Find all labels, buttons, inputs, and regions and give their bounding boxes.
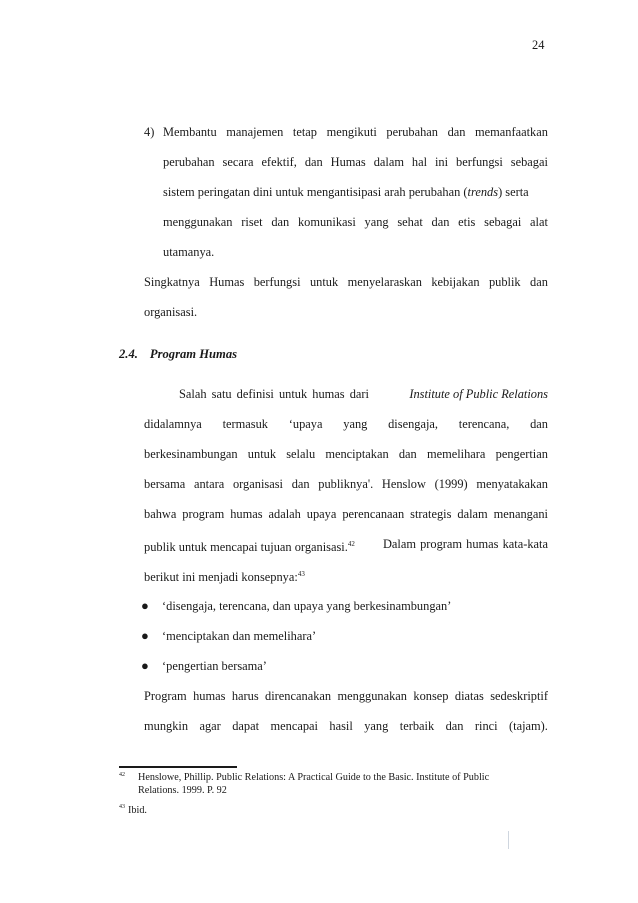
summary-line-1: Singkatnya Humas berfungsi untuk menyelaraskan kebijakan publik dan — [144, 275, 548, 289]
footnote-ref-42: 42 — [347, 540, 355, 548]
body-line-2: didalamnya termasuk ‘upaya yang disengaja, terencana, dan — [144, 417, 548, 431]
body-line-1: Salah satu definisi untuk humas dari Institute of Public Relations — [179, 387, 548, 401]
list-line-5: utamanya. — [163, 245, 215, 259]
bullet-dot-icon: ● — [141, 598, 149, 613]
list-marker: 4) — [144, 125, 155, 139]
body-line-5: bahwa program humas adalah upaya perencanaan strategis dalam menangani — [144, 507, 548, 521]
footnote-mark-42: 42 — [119, 772, 125, 778]
page-number: 24 — [532, 38, 545, 52]
closing-line-2: mungkin agar dapat mencapai hasil yang terbaik dan rinci (tajam). — [144, 719, 548, 733]
bullet-item-1: ‘disengaja, terencana, dan upaya yang berkesinambungan’ — [162, 599, 452, 613]
body-line-3: berkesinambungan untuk selalu menciptakan dan memelihara pengertian — [144, 447, 548, 461]
section-number: 2.4. — [119, 347, 138, 361]
bullet-dot-icon: ● — [141, 658, 149, 673]
closing-line-1: Program humas harus direncanakan menggunakan konsep diatas sedeskriptif — [144, 689, 548, 703]
margin-divider — [508, 831, 509, 849]
section-title: Program Humas — [149, 347, 238, 361]
footnote-ref-43: 43 — [297, 570, 305, 578]
section-heading — [119, 346, 237, 362]
list-line-2: perubahan secara efektif, dan Humas dalam hal ini berfungsi sebagai — [163, 155, 548, 169]
footnote-43-line-1: Ibid. — [128, 805, 147, 816]
footnote-42-line-2: Relations. 1999. P. 92 — [138, 785, 227, 796]
body-line-6: publik untuk mencapai tujuan organisasi.$^{42}$ Dalam program humas kata-kata — [144, 537, 548, 554]
list-line-1: Membantu manajemen tetap mengikuti perubahan dan memanfaatkan — [163, 125, 548, 139]
summary-line-2: organisasi. — [144, 305, 198, 319]
footnote-rule — [119, 766, 237, 768]
bullet-item-2: ‘menciptakan dan memelihara’ — [162, 629, 317, 643]
footnote-42-line-1: Henslowe, Phillip. Public Relations: A Practical Guide to the Basic. Institute of Public — [138, 772, 490, 783]
body-line-7: berikut ini menjadi konsepnya:$^{43}$ — [144, 570, 305, 584]
body-line-4: bersama antara organisasi dan publiknya'. Henslow (1999) menyatakakan — [144, 477, 548, 491]
list-line-3: sistem peringatan dini untuk mengantisipasi arah perubahan (trends) serta — [163, 185, 529, 199]
bullet-dot-icon: ● — [141, 628, 149, 643]
list-line-4: menggunakan riset dan komunikasi yang sehat dan etis sebagai alat — [163, 215, 548, 229]
bullet-item-3: ‘pengertian bersama’ — [162, 659, 267, 673]
footnote-mark-43: 43 — [119, 804, 125, 810]
